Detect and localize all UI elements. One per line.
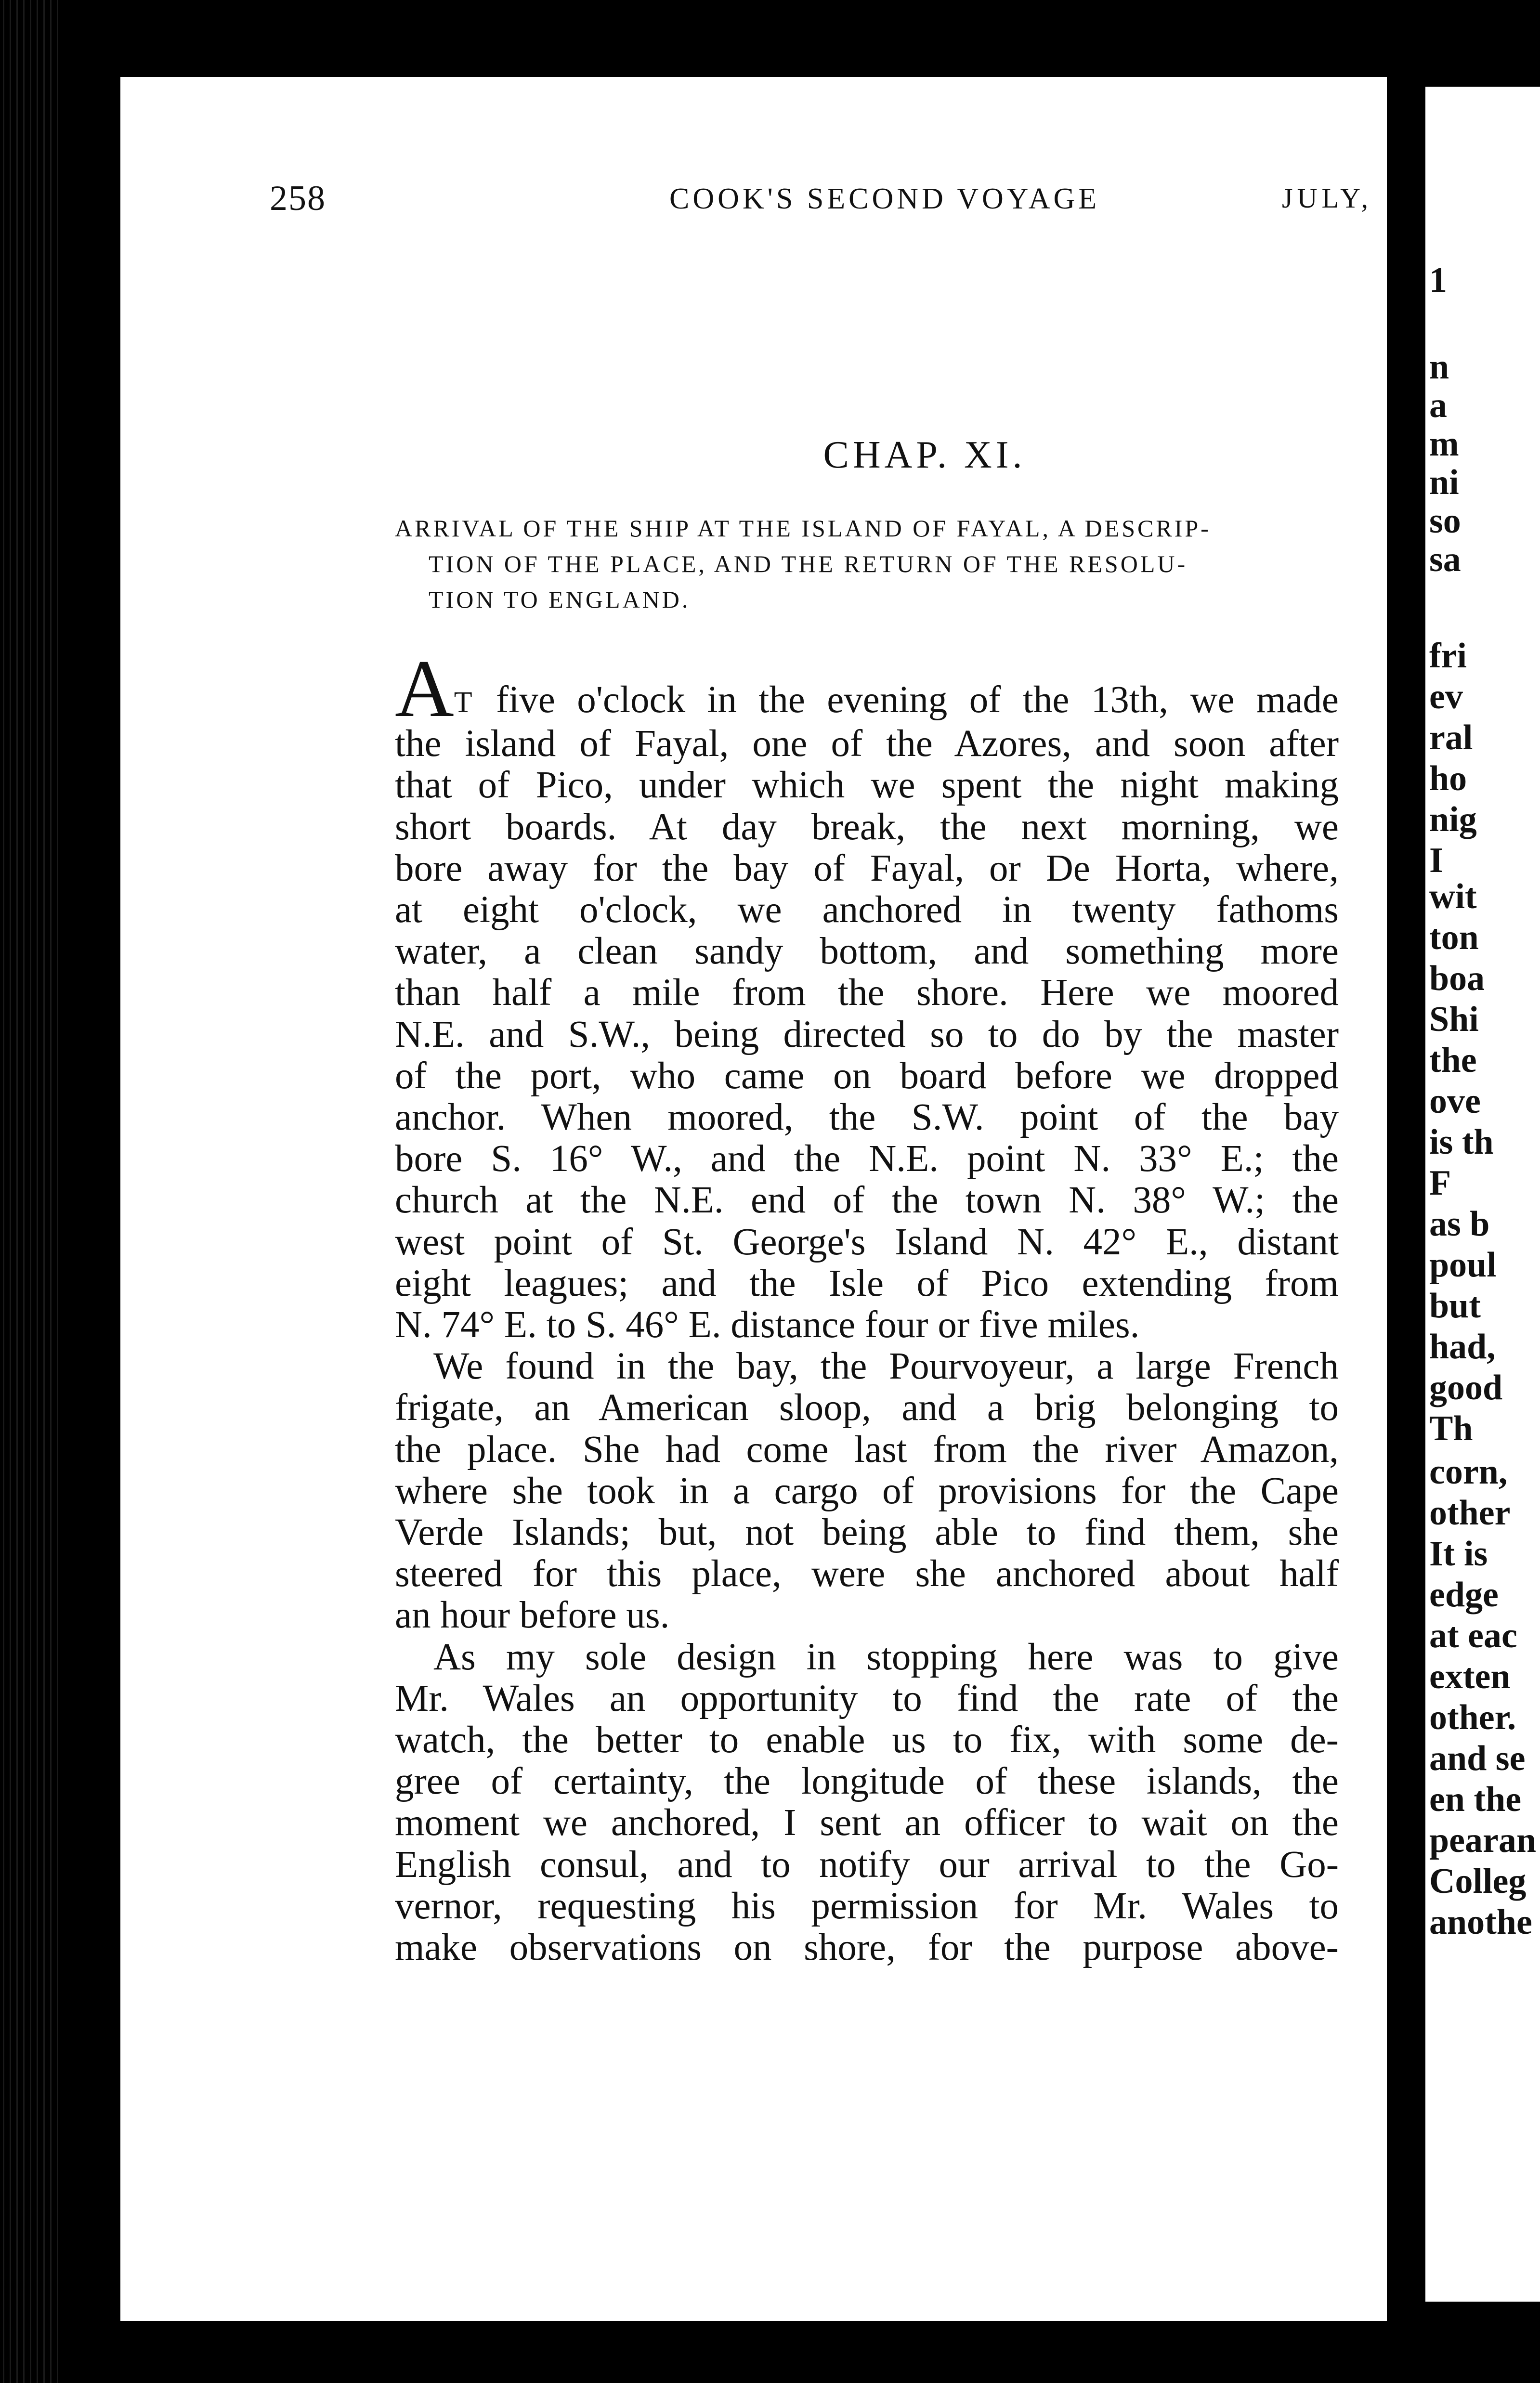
next-page-fragment: had, [1429,1327,1496,1367]
next-page-fragment: other [1429,1493,1511,1533]
scan-border-left [0,0,63,2383]
next-page-fragment: sa [1429,540,1461,579]
next-page-fragment: m [1429,424,1459,464]
next-page-fragment: ove [1429,1081,1481,1121]
next-page-fragment: F [1429,1163,1451,1203]
next-page-fragment: other. [1429,1698,1516,1737]
text-line: at eight o'clock, we anchored in twenty fathoms [395,889,1339,931]
next-page-fragment: ral [1429,718,1473,757]
next-page-fragment: ev [1429,677,1463,716]
next-page-fragment: but [1429,1286,1481,1326]
text-line: that of Pico, under which we spent the night making [395,764,1339,807]
text-line: vernor, requesting his permission for Mr. Wales to [395,1885,1339,1927]
next-page-fragment: fri [1429,636,1467,676]
next-page-fragment: Th [1429,1409,1473,1448]
text-line: English consul, and to notify our arrival to the Go- [395,1843,1339,1886]
text-line: short boards. At day break, the next morning, we [395,806,1339,848]
text-line: an hour before us. [395,1594,670,1637]
next-page-fragment: en the [1429,1780,1522,1819]
next-page-fragment: a [1429,386,1447,425]
text-line: moment we anchored, I sent an officer to wait on the [395,1802,1339,1844]
next-page-fragment: good [1429,1368,1503,1407]
next-page-fragment: boa [1429,959,1485,998]
next-page-fragment: ni [1429,463,1459,502]
text-line: make observations on shore, for the purpose above- [395,1927,1339,1969]
next-page-fragment: I [1429,841,1443,880]
small-caps-letter: T [454,686,474,719]
chapter-summary-line: ARRIVAL OF THE SHIP AT THE ISLAND OF FAYAL, A DESCRIP- [395,515,1211,542]
next-page-fragment: Colleg [1429,1862,1527,1901]
next-page-fragment: ton [1429,918,1479,957]
text-line: where she took in a cargo of provisions for the Cape [395,1470,1339,1512]
text-line: Verde Islands; but, not being able to find them, she [395,1511,1339,1554]
next-page-fragment: the [1429,1041,1477,1080]
next-page-fragment: and se [1429,1739,1526,1778]
next-page-fragment: n [1429,347,1449,387]
text-line: anchor. When moored, the S.W. point of the bay [395,1096,1339,1139]
text-line: N. 74° E. to S. 46° E. distance four or five miles. [395,1304,1140,1346]
chapter-summary-line: TION TO ENGLAND. [429,586,691,613]
next-page-fragment: is th [1429,1122,1494,1162]
text-line: the island of Fayal, one of the Azores, and soon after [395,723,1339,765]
first-line-text: five o'clock in the evening of the 13th, we made [474,679,1339,721]
chapter-summary-line: TION OF THE PLACE, AND THE RETURN OF THE RESOLU- [429,550,1188,577]
book-gutter [1387,77,1425,2321]
next-page-fragment: Shi [1429,1000,1479,1039]
text-line: Mr. Wales an opportunity to find the rate of the [395,1677,1339,1719]
text-line: eight leagues; and the Isle of Pico extending from [395,1262,1339,1304]
next-page-fragment: so [1429,501,1461,541]
next-page-fragment: nig [1429,800,1477,839]
next-page-strip [1425,87,1540,2302]
next-page-fragment: poul [1429,1245,1497,1285]
next-page-fragment: 1 [1429,260,1447,300]
text-line: steered for this place, were she anchored about half [395,1553,1339,1595]
text-line: watch, the better to enable us to fix, with some de- [395,1719,1339,1761]
text-line: than half a mile from the shore. Here we moored [395,972,1339,1014]
next-page-fragment: as b [1429,1204,1490,1244]
text-line: frigate, an American sloop, and a brig belonging to [395,1387,1339,1429]
next-page-fragment: at eac [1429,1616,1517,1655]
chapter-summary [395,510,1353,617]
text-line: of the port, who came on board before we dropped [395,1055,1339,1097]
next-page-fragment: pearan [1429,1821,1536,1860]
text-line: church at the N.E. end of the town N. 38° W.; the [395,1179,1339,1222]
running-title: COOK'S SECOND VOYAGE [669,182,1100,215]
chapter-title: CHAP. XI. [823,434,1026,476]
page-number: 258 [270,179,326,218]
next-page-fragment: It is [1429,1534,1488,1574]
next-page-fragment: exten [1429,1657,1511,1696]
next-page-fragment: ho [1429,759,1467,798]
drop-cap: A [395,643,454,734]
next-page-fragment: corn, [1429,1452,1508,1492]
text-line: water, a clean sandy bottom, and something more [395,930,1339,973]
next-page-fragment: edge [1429,1575,1499,1615]
next-page-fragment: anothe [1429,1902,1532,1942]
running-month: JULY, [1282,182,1372,214]
text-line [395,643,1339,734]
text-line: We found in the bay, the Pourvoyeur, a large French [433,1345,1339,1388]
text-line: bore away for the bay of Fayal, or De Horta, where, [395,847,1339,889]
next-page-fragment: wit [1429,877,1477,916]
text-line: bore S. 16° W., and the N.E. point N. 33° E.; the [395,1138,1339,1180]
running-header [270,178,1372,221]
body-text [395,643,1339,1969]
text-line: N.E. and S.W., being directed so to do by the master [395,1013,1339,1055]
text-line: As my sole design in stopping here was to give [433,1636,1339,1678]
text-line: west point of St. George's Island N. 42° E., distant [395,1221,1339,1263]
text-line: the place. She had come last from the river Amazon, [395,1428,1339,1471]
text-line: gree of certainty, the longitude of these islands, the [395,1760,1339,1803]
